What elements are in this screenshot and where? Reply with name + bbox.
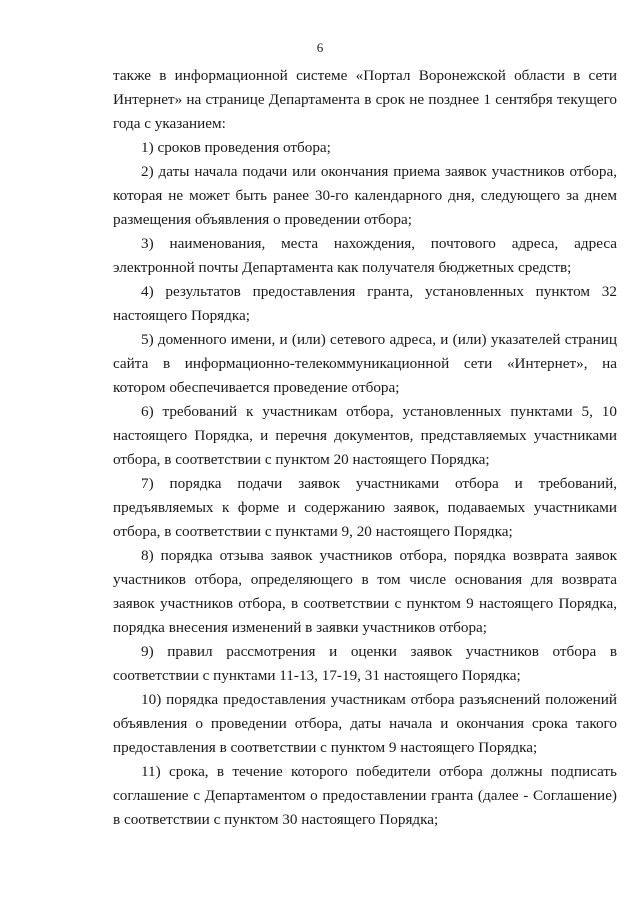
document-body <box>113 64 617 832</box>
list-item-3: 3) наименования, места нахождения, почтового адреса, адреса электронной почты Департамента как получателя бюджетных средств; <box>113 235 617 276</box>
list-item-11: 11) срока, в течение которого победители отбора должны подписать соглашение с Департаментом о предоставлении гранта (далее - Соглашение) в соответствии с пунктом 30 настоящего Порядка; <box>113 763 617 828</box>
list-item-7: 7) порядка подачи заявок участниками отбора и требований, предъявляемых к форме и содержанию заявок, подаваемых участниками отбора, в соответствии с пунктами 9, 20 настоящего Порядка; <box>113 475 617 540</box>
list-item-8: 8) порядка отзыва заявок участников отбора, порядка возврата заявок участников отбора, определяющего в том числе основания для возврата заявок участников отбора, в соответствии с пунктом 9 настоящего Порядка, порядка внесения изменений в заявки участников отбора; <box>113 547 617 636</box>
page-number: 6 <box>316 40 324 55</box>
list-item-4: 4) результатов предоставления гранта, установленных пунктом 32 настоящего Порядка; <box>113 283 617 324</box>
list-item-5: 5) доменного имени, и (или) сетевого адреса, и (или) указателей страниц сайта в информационно-телекоммуникационной сети «Интернет», на котором обеспечивается проведение отбора; <box>113 331 617 396</box>
list-item-9: 9) правил рассмотрения и оценки заявок участников отбора в соответствии с пунктами 11-13, 17-19, 31 настоящего Порядка; <box>113 643 617 684</box>
list-item-10: 10) порядка предоставления участникам отбора разъяснений положений объявления о проведении отбора, даты начала и окончания срока такого предоставления в соответствии с пунктом 9 настоящего Порядка; <box>113 691 617 756</box>
list-item-1: 1) сроков проведения отбора; <box>141 139 331 156</box>
list-item-2: 2) даты начала подачи или окончания приема заявок участников отбора, которая не может быть ранее 30-го календарного дня, следующего за днем размещения объявления о проведении отбора; <box>113 163 617 228</box>
paragraph-intro: также в информационной системе «Портал Воронежской области в сети Интернет» на странице Департамента в срок не позднее 1 сентября текущего года с указанием: <box>113 67 617 132</box>
list-item-6: 6) требований к участникам отбора, установленных пунктами 5, 10 настоящего Порядка, и перечня документов, представляемых участниками отбора, в соответствии с пунктом 20 настоящего Порядка; <box>113 403 617 468</box>
